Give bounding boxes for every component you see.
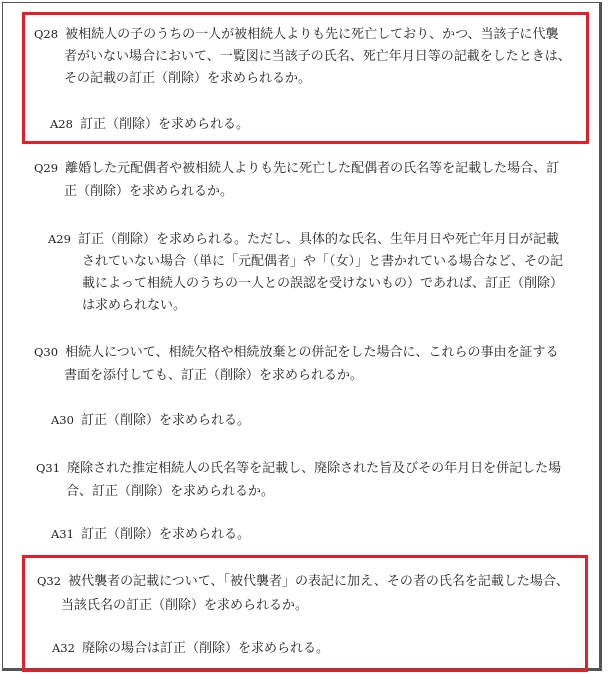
question-label: Q29: [34, 161, 59, 175]
question-label: Q28: [34, 27, 59, 41]
answer-28-line-1: A28 訂正（削除）を求められる。: [50, 117, 249, 132]
question-label: Q30: [34, 345, 59, 359]
question-29-line-2: 正（削除）を求められるか。: [64, 184, 234, 199]
question-30-line-2: 書面を添付しても、訂正（削除）を求められるか。: [64, 368, 364, 383]
answer-label: A32: [52, 641, 75, 655]
question-28-line-3: その記載の訂正（削除）を求められるか。: [64, 71, 312, 86]
question-label: Q31: [36, 461, 61, 475]
question-31-line-2: 合、訂正（削除）を求められるか。: [66, 484, 275, 499]
question-32-line-2: 当該氏名の訂正（削除）を求められるか。: [61, 598, 309, 613]
question-31-line-1: Q31 廃除された推定相続人の氏名等を記載し、廃除された旨及びその年月日を併記した場: [36, 461, 562, 476]
question-32-line-1: Q32 被代襲者の記載について、「被代襲者」の表記に加え、その者の氏名を記載した場合、: [37, 574, 569, 589]
answer-label: A29: [48, 232, 71, 246]
answer-32-line-1: A32 廃除の場合は訂正（削除）を求められる。: [52, 641, 329, 656]
answer-label: A30: [51, 413, 74, 427]
question-30-line-1: Q30 相続人について、相続欠格や相続放棄との併記をした場合に、これらの事由を証する: [34, 345, 559, 360]
question-29-line-1: Q29 離婚した元配偶者や被相続人よりも先に死亡した配偶者の氏名等を記載した場合、訂: [34, 161, 560, 176]
question-label: Q32: [37, 574, 62, 588]
answer-31-line-1: A31 訂正（削除）を求められる。: [51, 527, 250, 542]
answer-label: A31: [51, 527, 74, 541]
answer-29-line-1: A29 訂正（削除）を求められる。ただし、具体的な氏名、生年月日や死亡年月日が記載: [48, 232, 559, 247]
question-28-line-2: 者がいない場合において、一覧図に当該子の氏名、死亡年月日等の記載をしたときは、: [64, 49, 571, 64]
answer-29-line-3: 載によって相続人のうちの一人との誤認を受けないもの）であれば、訂正（削除）: [82, 276, 564, 291]
answer-label: A28: [50, 117, 73, 131]
question-28-line-1: Q28 被相続人の子のうちの一人が被相続人よりも先に死亡しており、かつ、当該子に代襲: [34, 27, 559, 42]
answer-29-line-4: は求められない。: [82, 298, 187, 313]
answer-30-line-1: A30 訂正（削除）を求められる。: [51, 413, 250, 428]
answer-29-line-2: されていない場合（単に「元配偶者」や「（女）」と書かれている場合など、その記: [82, 254, 564, 269]
